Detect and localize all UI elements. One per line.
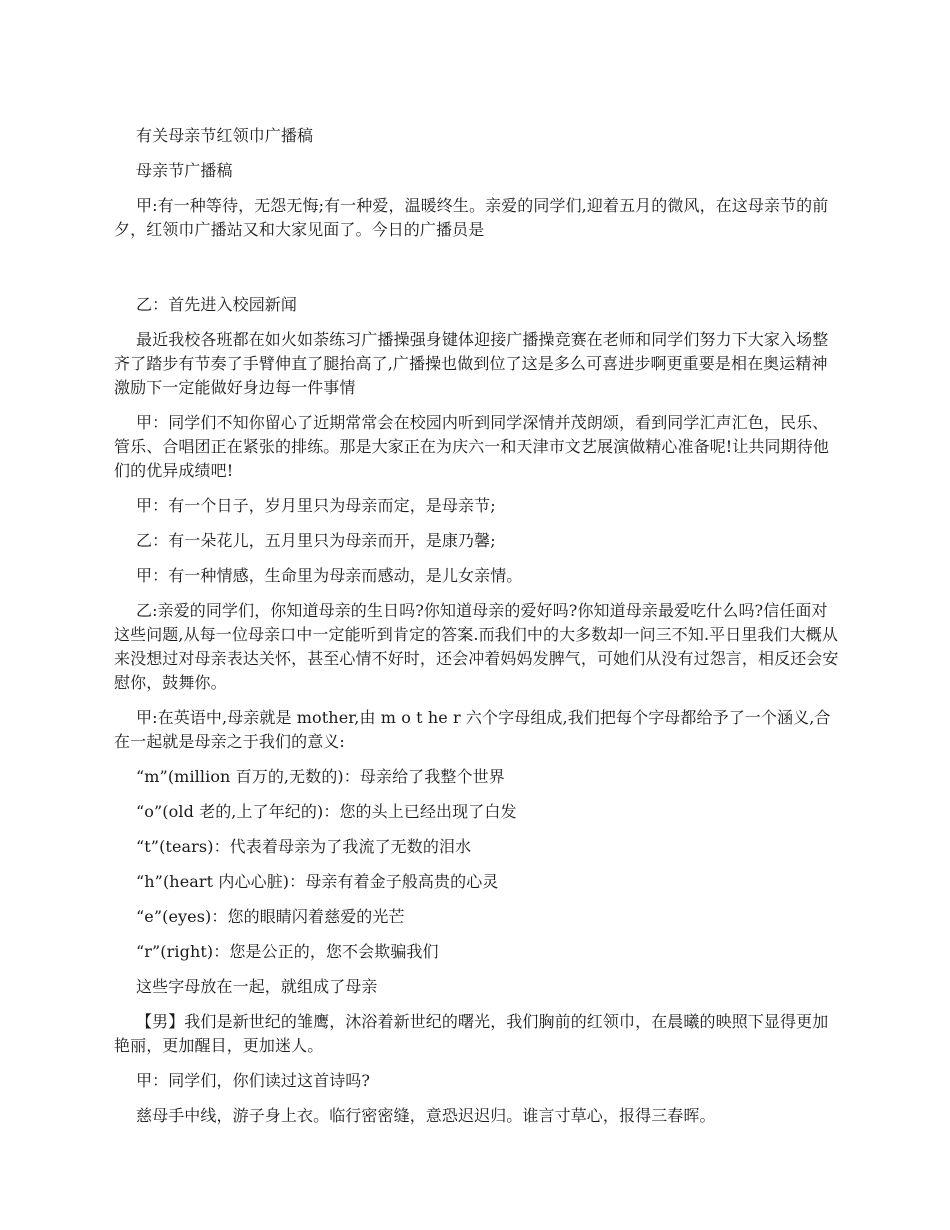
paragraph: 甲：同学们不知你留心了近期常常会在校园内听到同学深情并茂朗颂，看到同学汇声汇色，民乐、管乐、合唱团正在紧张的排练。那是大家正在为庆六一和天津市文艺展演做精心准备呢!让共同期待他们的优异成绩吧! — [114, 413, 829, 480]
paragraph: 乙:亲爱的同学们，你知道母亲的生日吗?你知道母亲的爱好吗?你知道母亲最爱吃什么吗?信任面对这些问题,从每一位母亲口中一定能听到肯定的答案.而我们中的大多数却一问三不知.平日里我们大概从来没想过对母亲表达关怀，甚至心情不好时，还会冲着妈妈发脾气，可她们从没有过怨言，相反还会安慰你，鼓舞你。 — [114, 601, 839, 692]
letter-meaning-h: “h”(heart 内心心脏)：母亲有着金子般高贵的心灵 — [136, 872, 499, 891]
document-subtitle: 母亲节广播稿 — [136, 161, 233, 180]
document-page — [114, 124, 840, 1139]
letter-meaning-r: “r”(right)：您是公正的，您不会欺骗我们 — [136, 942, 439, 961]
paragraph: 乙：首先进入校园新闻 — [136, 295, 298, 314]
paragraph: 甲:在英语中,母亲就是 mother,由 m o t he r 六个字母组成,我们把每个字母都给予了一个涵义,合在一起就是母亲之于我们的意义: — [114, 708, 831, 751]
paragraph: 最近我校各班都在如火如荼练习广播操强身键体迎接广播操竞赛在老师和同学们努力下大家入场整齐了踏步有节奏了手臂伸直了腿抬高了,广播操也做到位了这是多么可喜进步啊更重要是相在奥运精神激励下一定能做好身边每一件事情 — [114, 330, 829, 397]
document-title: 有关母亲节红领巾广播稿 — [136, 126, 314, 145]
paragraph: 甲：有一个日子，岁月里只为母亲而定，是母亲节; — [136, 496, 496, 515]
paragraph: 乙：有一朵花儿，五月里只为母亲而开，是康乃馨; — [136, 531, 496, 550]
paragraph: 这些字母放在一起，就组成了母亲 — [136, 977, 378, 996]
paragraph: 甲:有一种等待，无怨无悔;有一种爱，温暖终生。亲爱的同学们,迎着五月的微风，在这母亲节的前夕，红领巾广播站又和大家见面了。今日的广播员是 — [114, 196, 829, 239]
blank-gap — [114, 253, 840, 293]
letter-meaning-e: “e”(eyes)：您的眼睛闪着慈爱的光芒 — [136, 907, 405, 926]
paragraph: 【男】我们是新世纪的雏鹰，沐浴着新世纪的曙光，我们胸前的红领巾，在晨曦的映照下显得更加艳丽，更加醒目，更加迷人。 — [114, 1012, 829, 1055]
letter-meaning-o: “o”(old 老的,上了年纪的)：您的头上已经出现了白发 — [136, 802, 517, 821]
letter-meaning-m: “m”(million 百万的,无数的)：母亲给了我整个世界 — [136, 767, 505, 786]
paragraph: 甲：有一种情感，生命里为母亲而感动，是儿女亲情。 — [136, 566, 523, 585]
paragraph: 甲：同学们，你们读过这首诗吗? — [136, 1071, 371, 1090]
letter-meaning-t: “t”(tears)：代表着母亲为了我流了无数的泪水 — [136, 837, 472, 856]
poem-paragraph: 慈母手中线，游子身上衣。临行密密缝，意恐迟迟归。谁言寸草心，报得三春晖。 — [136, 1106, 716, 1125]
